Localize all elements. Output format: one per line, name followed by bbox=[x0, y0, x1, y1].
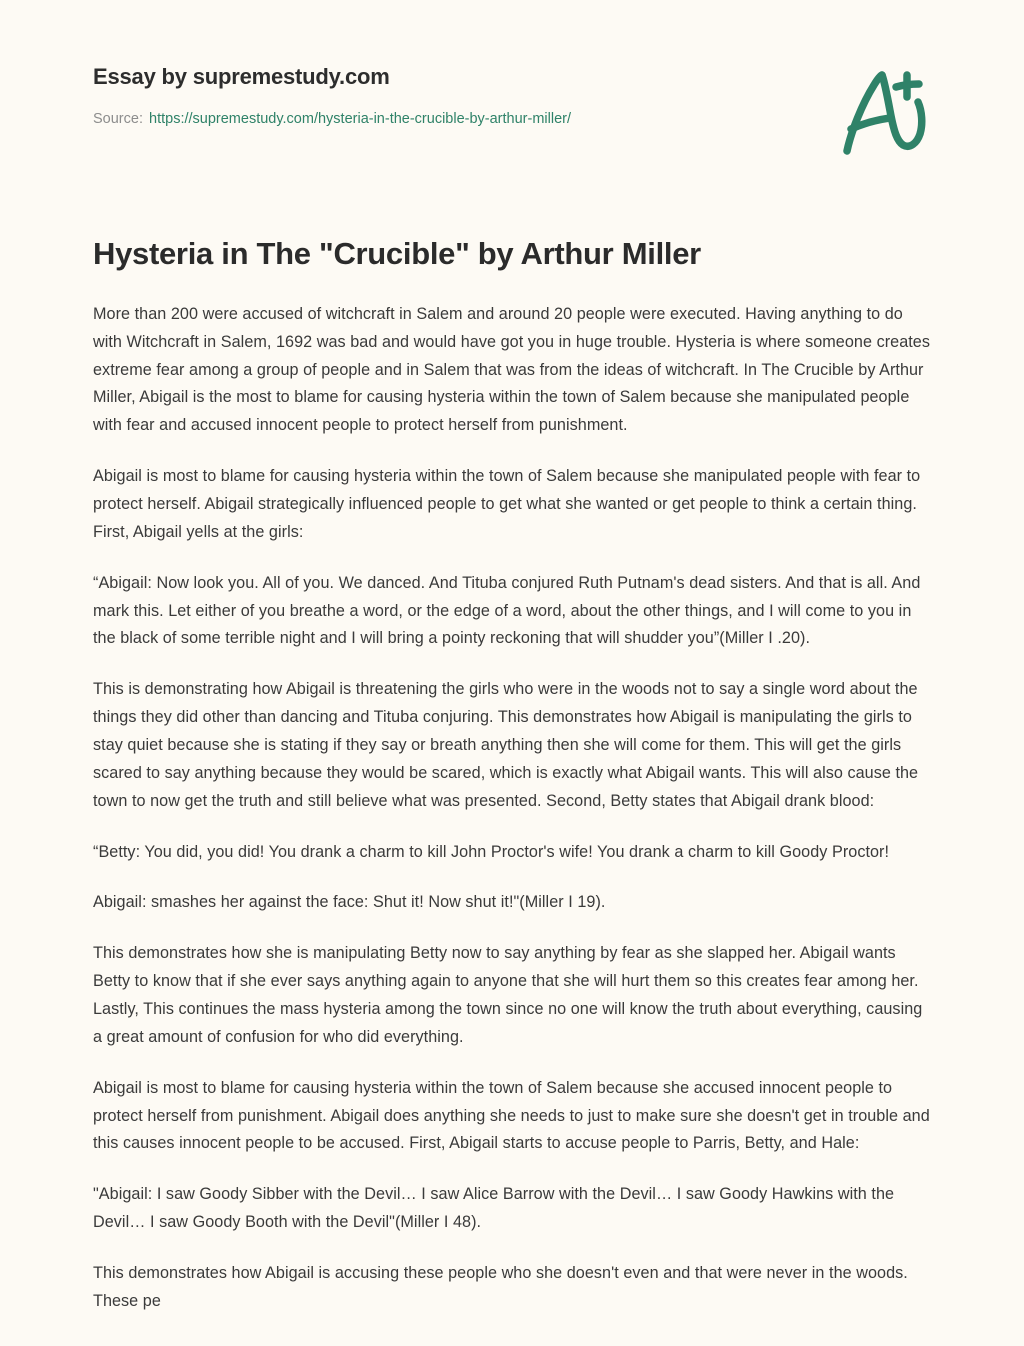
page-title: Hysteria in The "Crucible" by Arthur Miller bbox=[93, 236, 701, 271]
page-header bbox=[0, 0, 1024, 150]
block-quote: Abigail: smashes her against the face: Shut it! Now shut it!"(Miller I 19). bbox=[93, 893, 606, 912]
body-paragraph: This demonstrates how she is manipulating Betty now to say anything by fear as she slapped her. Abigail wants Betty to know that if she ever says anything again to anyone that she will hurt them so this creates fear among her. Lastly, This continues the mass hysteria among the town since no one will know the truth about everything, causing a great amount of confusion for who did everything. bbox=[93, 944, 923, 1046]
block-quote: "Abigail: I saw Goody Sibber with the Devil… I saw Alice Barrow with the Devil… I saw Goody Hawkins with the Devil… I saw Goody Booth with the Devil"(Miller I 48). bbox=[93, 1185, 895, 1232]
block-quote: “Abigail: Now look you. All of you. We danced. And Tituba conjured Ruth Putnam's dead sisters. And that is all. And mark this. Let either of you breathe a word, or the edge of a word, about the other things, and I will come to you in the black of some terrible night and I will bring a pointy reckoning that will shudder you”(Miller I .20). bbox=[93, 573, 921, 648]
block-quote: “Betty: You did, you did! You drank a charm to kill John Proctor's wife! You drank a charm to kill Goody Proctor! bbox=[93, 842, 890, 861]
body-paragraph: This demonstrates how Abigail is accusing these people who she doesn't even and that were never in the woods. These pe bbox=[93, 1264, 908, 1310]
body-paragraph: More than 200 were accused of witchcraft in Salem and around 20 people were executed. Having anything to do with Witchcraft in Salem, 1692 was bad and would have got you in huge trouble. Hysteria is where someone creates extreme fear among a group of people and in Salem that was from the ideas of witchcraft. In The Crucible by Arthur Miller, Abigail is the most to blame for causing hysteria within the town of Salem because she manipulated people with fear and accused innocent people to protect herself from punishment. bbox=[93, 304, 931, 435]
source-label: Source: bbox=[93, 111, 143, 128]
article-body bbox=[93, 301, 932, 1346]
source-url-link[interactable]: https://supremestudy.com/hysteria-in-the-crucible-by-arthur-miller/ bbox=[149, 111, 571, 128]
body-paragraph: This is demonstrating how Abigail is threatening the girls who were in the woods not to say a single word about the things they did other than dancing and Tituba conjuring. This demonstrates how Abigail is manipulating the girls to stay quiet because she is stating if they say or breath anything then she will come for them. This will get the girls scared to say anything because they would be scared, which is exactly what Abigail wants. This will also cause the town to now get the truth and still believe what was presented. Second, Betty states that Abigail drank blood: bbox=[93, 680, 919, 810]
body-paragraph: Abigail is most to blame for causing hysteria within the town of Salem because she manipulated people with fear to protect herself. Abigail strategically influenced people to get what she wanted or get people to think a certain thing. First, Abigail yells at the girls: bbox=[93, 467, 921, 541]
body-paragraph: Abigail is most to blame for causing hysteria within the town of Salem because she accused innocent people to protect herself from punishment. Abigail does anything she needs to just to make sure she doesn't get in trouble and this causes innocent people to be accused. First, Abigail starts to accuse people to Parris, Betty, and Hale: bbox=[93, 1078, 930, 1153]
source-line bbox=[93, 110, 932, 129]
a-plus-logo-icon bbox=[820, 58, 940, 166]
brand-title: Essay by supremestudy.com bbox=[93, 64, 390, 89]
article bbox=[0, 235, 1024, 1346]
